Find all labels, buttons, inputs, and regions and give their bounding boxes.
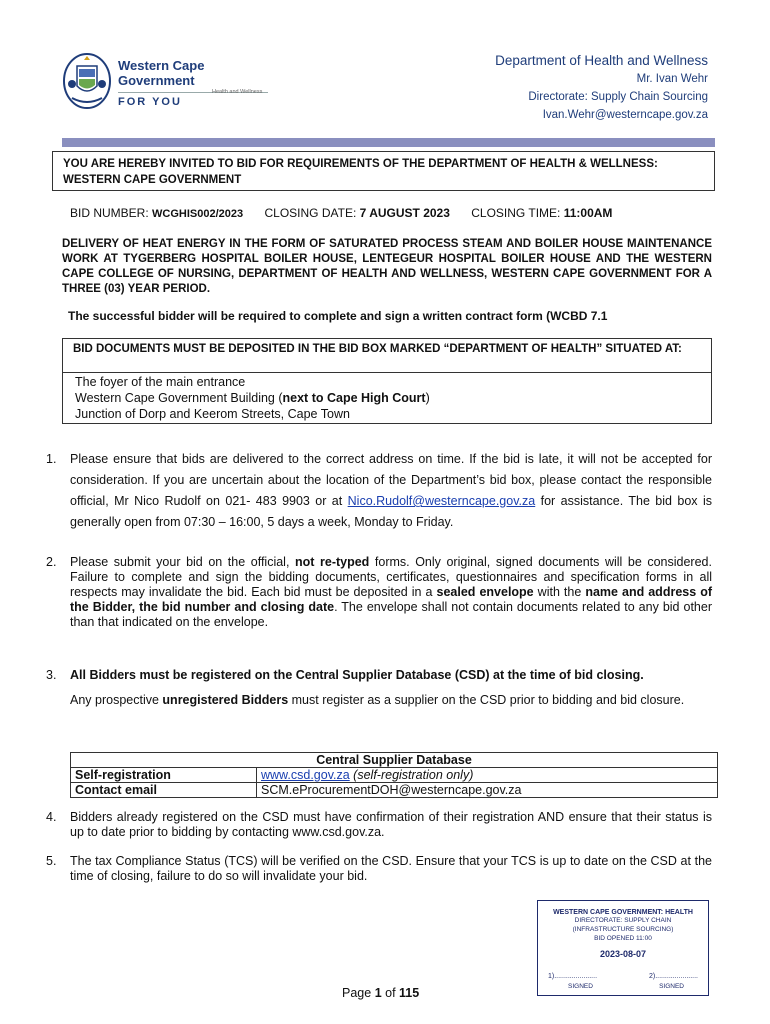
bid-number xyxy=(70,206,243,220)
bid-opened-stamp xyxy=(537,900,709,996)
logo-tagline xyxy=(118,96,182,108)
self-registration-label: Self-registration xyxy=(71,768,257,783)
department-contact-block xyxy=(495,52,708,124)
item-text xyxy=(70,668,712,708)
successful-bidder-note: The successful bidder will be required to complete and sign a written contract form (WCBD 7.1 xyxy=(68,309,608,323)
stamp-title: WESTERN CAPE GOVERNMENT: HEALTH xyxy=(553,909,693,916)
instruction-item-1 xyxy=(46,449,712,549)
logo-line1: Western Cape xyxy=(118,58,205,73)
logo-subtitle: Health and Wellness xyxy=(212,89,263,95)
stamp-sig2: 2)...................... xyxy=(648,973,698,980)
deposit-line2-bold: next to Cape High Court xyxy=(282,391,426,405)
item3-p-pre: Any prospective xyxy=(70,693,163,707)
item-number: 2. xyxy=(46,555,57,569)
stamp-opened: BID OPENED 11:00 xyxy=(594,935,652,942)
instruction-item-5 xyxy=(46,854,712,888)
stamp-signature-lines xyxy=(548,973,698,980)
coat-of-arms-icon xyxy=(62,52,112,110)
closing-time-label: CLOSING TIME: xyxy=(471,206,561,220)
invitation-box: YOU ARE HEREBY INVITED TO BID FOR REQUIREMENTS OF THE DEPARTMENT OF HEALTH & WELLNESS: WESTERN CAPE GOVERNMENT xyxy=(52,151,715,191)
bid-number-value: WCGHIS002/2023 xyxy=(152,208,244,220)
logo-you: YOU xyxy=(152,96,182,108)
csd-registration-note xyxy=(70,693,712,708)
nico-rudolf-email-link[interactable]: Nico.Rudolf@westerncape.gov.za xyxy=(347,494,536,508)
item1-text-post: for assistance. The bid box is generally open from 07:30 – 16:00, 5 days a week, Monday to Friday. xyxy=(70,494,712,529)
closing-time xyxy=(471,206,612,220)
item2-t2: forms. Only original, signed documents will be considered. Failure to complete and sign the bidding documents, certificates, questionnaires and specification forms in all respects may invalidate the bid. Each bid must be deposited in a xyxy=(70,555,712,599)
header-divider-bar xyxy=(62,138,715,147)
closing-date xyxy=(264,206,449,220)
stamp-directorate: DIRECTORATE: SUPPLY CHAIN xyxy=(574,917,672,924)
stamp-signed-labels xyxy=(568,983,684,990)
contact-name: Mr. Ivan Wehr xyxy=(636,73,708,85)
closing-date-label: CLOSING DATE: xyxy=(264,206,357,220)
item2-t4: . The envelope shall not contain documents related to any bid other than that indicated on the envelope. xyxy=(70,600,712,629)
deposit-heading: BID DOCUMENTS MUST BE DEPOSITED IN THE BID BOX MARKED “DEPARTMENT OF HEALTH” SITUATED AT: xyxy=(63,339,711,373)
deposit-line2-pre: Western Cape Government Building ( xyxy=(75,391,283,405)
closing-date-value: 7 AUGUST 2023 xyxy=(359,206,450,220)
wcg-logo xyxy=(62,52,282,110)
instruction-item-2 xyxy=(46,555,712,655)
table-row xyxy=(71,783,718,798)
item2-t3: with the xyxy=(533,585,586,599)
csd-requirement: All Bidders must be registered on the Central Supplier Database (CSD) at the time of bid closing. xyxy=(70,668,644,682)
deposit-line2 xyxy=(75,390,699,406)
item-text: The tax Compliance Status (TCS) will be verified on the CSD. Ensure that your TCS is up to date on the CSD at the time of closing, failure to do so will invalidate your bid. xyxy=(70,854,712,883)
item-text: Bidders already registered on the CSD must have confirmation of their registration AND ensure that their status is up to date prior to bidding by contacting www.csd.gov.za. xyxy=(70,810,712,839)
instruction-item-3 xyxy=(46,668,712,748)
logo-text xyxy=(118,58,204,88)
bid-number-label: BID NUMBER: xyxy=(70,206,149,220)
item-number: 5. xyxy=(46,854,57,868)
deposit-line3: Junction of Dorp and Keerom Streets, Cape Town xyxy=(75,407,350,421)
deposit-line1: The foyer of the main entrance xyxy=(75,375,246,389)
item-number: 3. xyxy=(46,668,57,682)
item1-text-pre: Please ensure that bids are delivered to the correct address on time. If the bid is late, it will not be accepted for consideration. If you are uncertain about the location of the Department’s bid box, please contact the responsible official, Mr Nico Rudolf on 021- 483 9903 or at xyxy=(70,452,712,508)
item3-p-bold: unregistered Bidders xyxy=(162,693,289,707)
item2-b3: name and address of the Bidder, the bid number and closing date xyxy=(70,585,712,614)
item-number: 1. xyxy=(46,452,57,466)
directorate: Directorate: Supply Chain Sourcing xyxy=(528,91,708,103)
csd-note: (self-registration only) xyxy=(349,768,474,782)
closing-time-value: 11:00AM xyxy=(563,206,613,220)
deposit-address xyxy=(63,373,711,423)
bid-details xyxy=(70,206,612,220)
item-text xyxy=(70,449,712,533)
item2-b2: sealed envelope xyxy=(436,585,534,599)
stamp-date: 2023-08-07 xyxy=(599,949,647,959)
contact-email-value: SCM.eProcurementDOH@westerncape.gov.za xyxy=(257,783,718,798)
item2-t1: Please submit your bid on the official, xyxy=(70,555,295,569)
stamp-division: (INFRASTRUCTURE SOURCING) xyxy=(572,926,674,933)
table-row xyxy=(71,768,718,783)
csd-website-link[interactable]: www.csd.gov.za xyxy=(261,768,350,782)
item3-p-post: must register as a supplier on the CSD prior to bidding and bid closure. xyxy=(288,693,685,707)
table-row xyxy=(71,753,718,768)
page-number xyxy=(342,986,419,1000)
instruction-item-4 xyxy=(46,810,712,844)
contact-email-label: Contact email xyxy=(71,783,257,798)
csd-table xyxy=(70,752,718,798)
page-total: 115 xyxy=(399,986,420,1000)
page-current: 1 xyxy=(374,986,382,1000)
stamp-signed2: SIGNED xyxy=(659,983,684,990)
bid-description: DELIVERY OF HEAT ENERGY IN THE FORM OF SATURATED PROCESS STEAM AND BOILER HOUSE MAINTENANCE WORK AT TYGERBERG HOSPITAL BOILER HOUSE, LENTEGEUR HOSPITAL BOILER HOUSE AND THE WESTERN CAPE COLLEGE OF NURSING, DEPARTMENT OF HEALTH AND WELLNESS, WESTERN CAPE GOVERNMENT FOR A THREE (03) YEAR PERIOD. xyxy=(62,238,712,295)
item2-b1: not re-typed xyxy=(295,555,370,569)
item-text xyxy=(70,555,712,630)
page-of: of xyxy=(385,986,396,1000)
department-name: Department of Health and Wellness xyxy=(495,53,708,68)
item-number: 4. xyxy=(46,810,57,824)
stamp-signed1: SIGNED xyxy=(568,983,593,990)
deposit-location-box xyxy=(62,338,712,424)
contact-email: Ivan.Wehr@westerncape.gov.za xyxy=(542,109,708,121)
logo-for: FOR xyxy=(118,96,148,108)
self-registration-value xyxy=(257,768,718,783)
logo-line2: Government xyxy=(118,73,195,88)
deposit-line2-post: ) xyxy=(425,391,430,405)
stamp-sig1: 1)...................... xyxy=(548,973,598,980)
csd-table-title: Central Supplier Database xyxy=(71,753,718,768)
page-label: Page xyxy=(342,986,372,1000)
